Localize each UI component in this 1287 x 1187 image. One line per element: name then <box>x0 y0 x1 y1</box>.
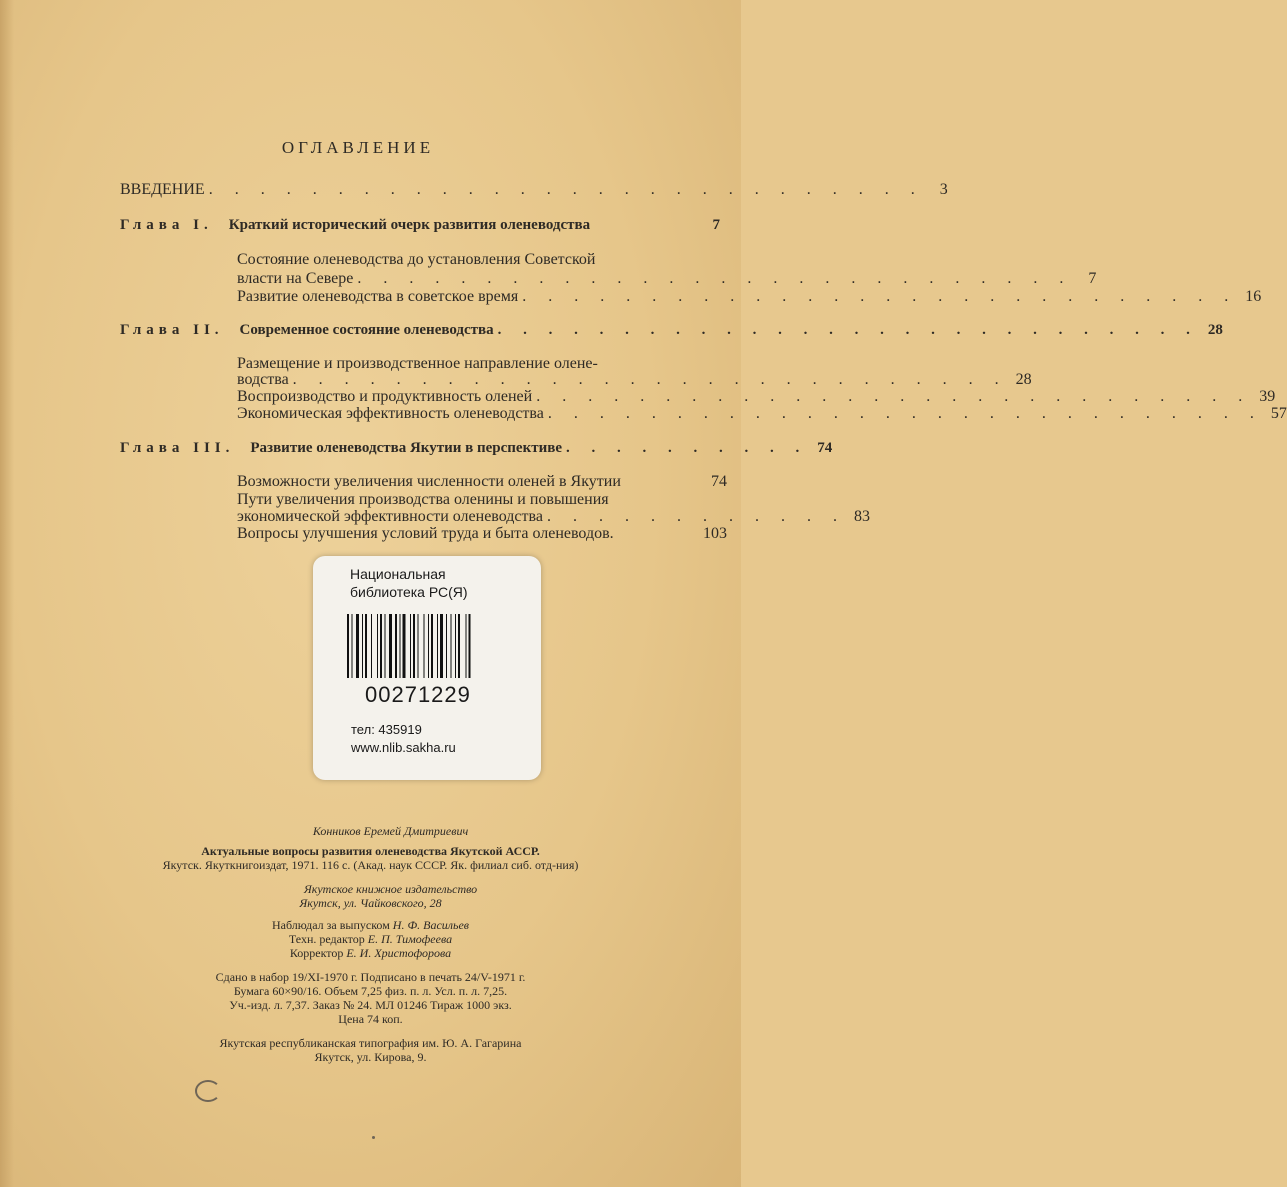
barcode-bar <box>446 614 447 678</box>
chapter-title: Краткий исторический очерк развития оленеводства <box>228 217 591 233</box>
barcode-bar <box>362 614 363 678</box>
barcode-bar <box>389 614 392 678</box>
barcode-bar <box>347 614 349 678</box>
barcode-bar <box>455 614 456 678</box>
barcode-bar <box>356 614 359 678</box>
colophon-print-line: Уч.-изд. л. 7,37. Заказ № 24. МЛ 01246 Тираж 1000 экз. <box>229 998 512 1012</box>
barcode-bar <box>380 614 382 678</box>
barcode-bar <box>431 614 433 678</box>
barcode-bar <box>428 614 429 678</box>
toc-entry-intro <box>120 180 948 200</box>
dot-leader: . . . . . . . . . . . . <box>546 508 846 525</box>
dot-leader: . . . . . . . . . . . . . . . . . . . . . . . . . . . . <box>208 181 924 198</box>
toc-section: экономической эффективности оленеводства . . . . . . . . . . . . 83 <box>237 508 870 525</box>
colophon-imprint: Якутск. Якуткнигоиздат, 1971. 116 с. (Акад. наук СССР. Як. филиал сиб. отд-ния) <box>162 858 579 872</box>
barcode-bar <box>451 614 452 678</box>
inventory-number: 00271229 <box>365 682 471 707</box>
toc-chapter-3 <box>120 438 833 458</box>
library-name-line2: библиотека РС(Я) <box>350 584 468 600</box>
dot-leader: . . . . . . . . . . . . . . . . . . . . . . . . . . . . <box>357 270 1073 287</box>
toc-page-number: 83 <box>853 508 870 525</box>
dot-leader: . . . . . . . . . . <box>565 440 809 456</box>
barcode-icon <box>347 614 507 678</box>
barcode-bar <box>410 614 411 678</box>
barcode-bar <box>466 614 467 678</box>
barcode-bar <box>385 614 386 678</box>
barcode-bar <box>424 614 425 678</box>
barcode-bar <box>400 614 401 678</box>
toc-page-number: 28 <box>1207 322 1223 338</box>
colophon-print-line: Сдано в набор 19/XI-1970 г. Подписано в печать 24/V-1971 г. <box>215 970 526 984</box>
library-website: www.nlib.sakha.ru <box>351 740 456 755</box>
barcode-bar <box>395 614 397 678</box>
colophon-typography: Якутская республиканская типография им. Ю. А. Гагарина <box>219 1036 522 1050</box>
toc-chapter-1 <box>120 215 720 235</box>
toc-section: Воспроизводство и продуктивность оленей . . . . . . . . . . . . . . . . . . . . . . . . . . . . 39 <box>237 388 1276 405</box>
dot-leader: . . . . . . . . . . . . . . . . . . . . . . . . . . . . <box>292 371 1008 388</box>
toc-page-number: 103 <box>703 525 727 542</box>
toc-page-number: 28 <box>1015 371 1032 388</box>
dot-leader: . . . . . . . . . . . . . . . . . . . . . . . . . . . . <box>536 388 1252 405</box>
dot-leader <box>590 215 700 235</box>
chapter-title: Современное состояние оленеводства <box>239 322 494 338</box>
barcode-bar <box>365 614 367 678</box>
chapter-prefix: Глава III. <box>120 440 235 456</box>
toc-chapter-2 <box>120 320 1223 340</box>
colophon-book-title: Актуальные вопросы развития оленеводства Якутской АССР. <box>201 844 540 858</box>
colophon-author: Конников Еремей Дмитриевич <box>312 824 469 838</box>
barcode-bar <box>413 614 415 678</box>
colophon-price: Цена 74 коп. <box>338 1012 403 1026</box>
library-barcode-sticker <box>313 556 541 780</box>
toc-entry-label: ВВЕДЕНИЕ <box>120 181 205 198</box>
colophon-publisher: Якутское книжное издательство <box>303 882 478 896</box>
barcode-bar <box>458 614 460 678</box>
toc-section-line: Состояние оленеводства до установления Советской <box>237 251 596 268</box>
colophon-corrector: Корректор Е. И. Христофорова <box>289 946 452 960</box>
dot-leader <box>614 524 703 544</box>
barcode-bar <box>403 614 406 678</box>
colophon-supervisor: Наблюдал за выпуском Н. Ф. Васильев <box>272 918 469 932</box>
toc-section: Экономическая эффективность оленеводства . . . . . . . . . . . . . . . . . . . . . . . . . . . . 57 <box>237 405 1287 422</box>
toc-page-number: 39 <box>1259 388 1276 405</box>
toc-page-number: 7 <box>1088 270 1097 287</box>
colophon-publisher-address: Якутск, ул. Чайковского, 28 <box>299 896 442 910</box>
barcode-bar <box>469 614 471 678</box>
colophon-print-line: Бумага 60×90/16. Объем 7,25 физ. п. л. Усл. п. л. 7,25. <box>233 984 508 998</box>
library-name-line1: Национальная <box>350 566 446 582</box>
toc-page-number: 3 <box>939 181 948 198</box>
toc-title: ОГЛАВЛЕНИЕ <box>281 138 435 157</box>
barcode-bar <box>371 614 372 678</box>
barcode-bar <box>440 614 443 678</box>
toc-page-number: 74 <box>711 473 727 490</box>
dot-leader: . . . . . . . . . . . . . . . . . . . . . . . . . . . . <box>497 322 1199 338</box>
toc-section-line: Пути увеличения производства оленины и повышения <box>237 491 609 508</box>
toc-section-line: Размещение и производственное направление олене- <box>237 355 598 372</box>
dot-leader: . . . . . . . . . . . . . . . . . . . . . . . . . . . . <box>547 405 1263 422</box>
chapter-prefix: Глава I. <box>120 217 213 233</box>
chapter-prefix: Глава II. <box>120 322 224 338</box>
toc-section: Развитие оленеводства в советское время . . . . . . . . . . . . . . . . . . . . . . . . . . . . 16 <box>237 288 1262 305</box>
toc-section: Возможности увеличения численности оленей в Якутии 74 <box>237 473 727 490</box>
toc-page-number: 16 <box>1245 288 1262 305</box>
barcode-bar <box>437 614 438 678</box>
barcode-bar <box>352 614 353 678</box>
paper-mark <box>372 1136 375 1139</box>
toc-page-number: 57 <box>1270 405 1287 422</box>
paper-mark <box>195 1080 221 1102</box>
toc-section: Вопросы улучшения условий труда и быта оленеводов. 103 <box>237 525 727 542</box>
dot-leader <box>621 472 707 492</box>
chapter-title: Развитие оленеводства Якутии в перспективе <box>250 440 562 456</box>
barcode-bar <box>377 614 378 678</box>
toc-section: власти на Севере . . . . . . . . . . . . . . . . . . . . . . . . . . . . 7 <box>237 270 1097 287</box>
barcode-bar <box>418 614 419 678</box>
colophon-tech-editor: Техн. редактор Е. П. Тимофеева <box>288 932 453 946</box>
dot-leader: . . . . . . . . . . . . . . . . . . . . . . . . . . . . <box>522 288 1238 305</box>
toc-section: водства . . . . . . . . . . . . . . . . . . . . . . . . . . . . 28 <box>237 371 1032 388</box>
toc-page-number: 74 <box>817 440 833 456</box>
library-phone: тел: 435919 <box>351 722 422 737</box>
colophon-typography-address: Якутск, ул. Кирова, 9. <box>314 1050 427 1064</box>
toc-page-number: 7 <box>712 217 720 233</box>
